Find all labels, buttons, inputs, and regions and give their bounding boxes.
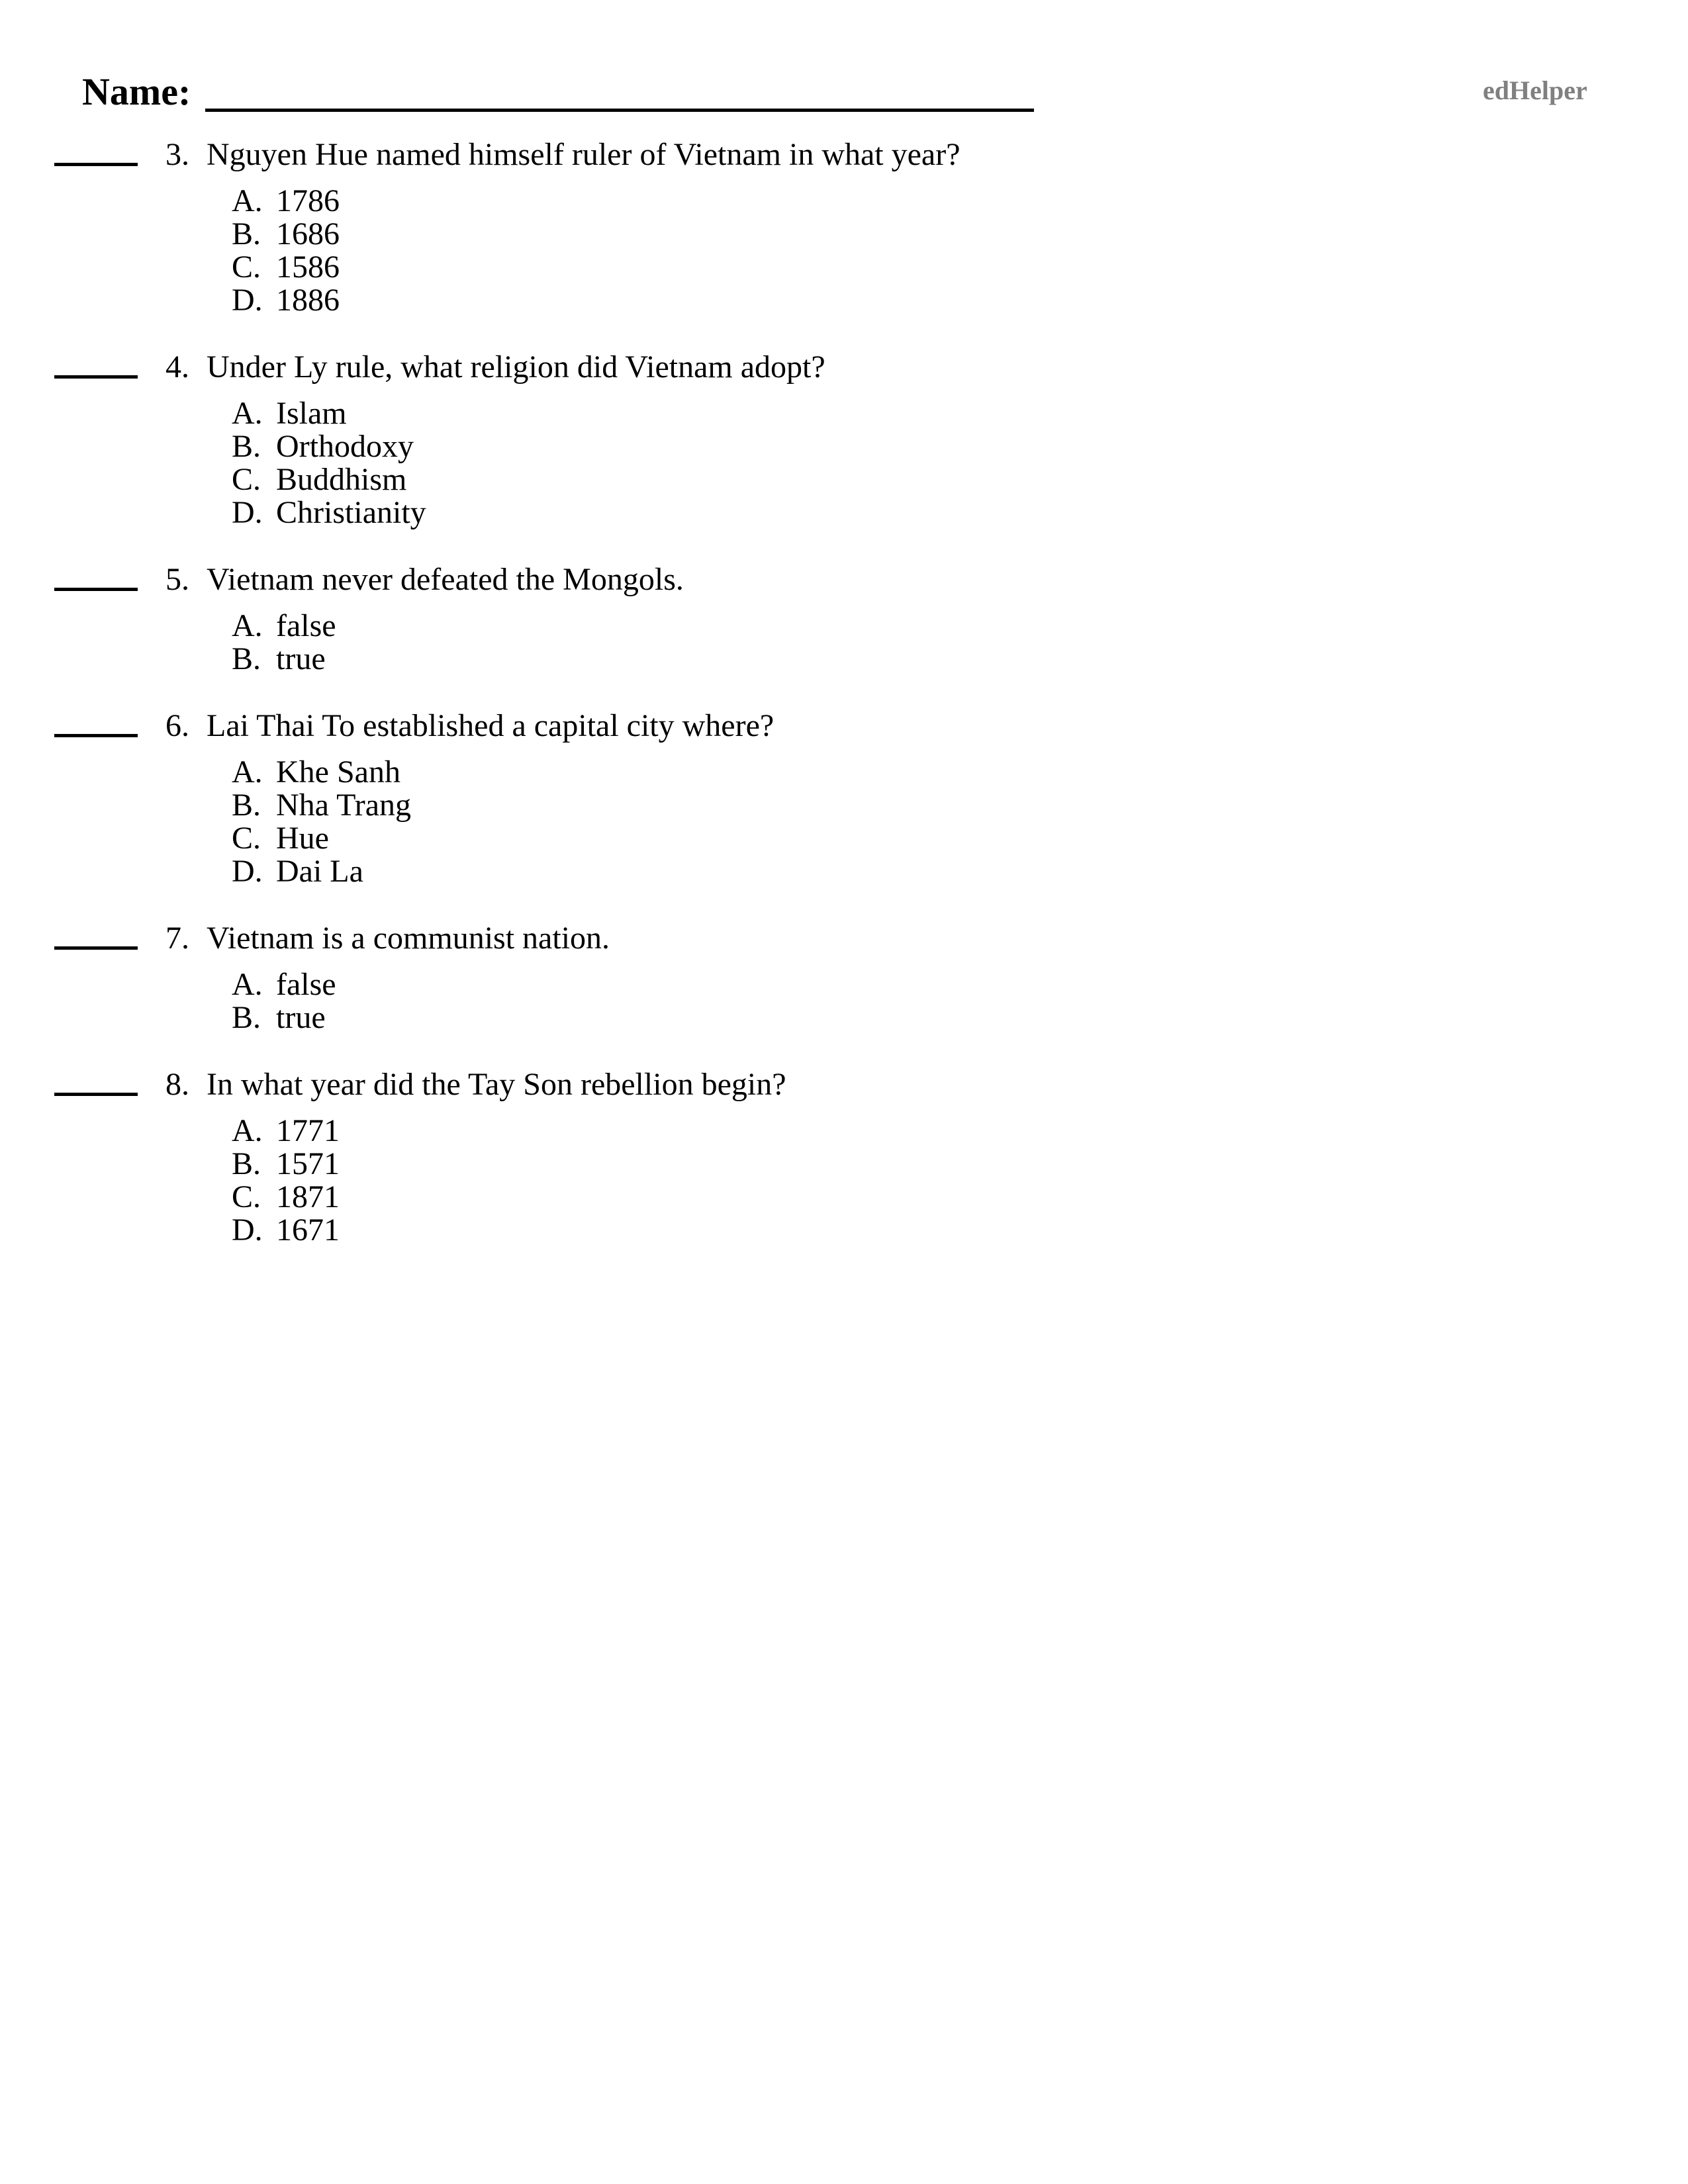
option-text: 1686 [276,216,340,251]
answer-blank[interactable] [54,375,138,379]
option-text: 1586 [276,250,340,285]
answer-blank[interactable] [54,163,138,166]
option-a[interactable] [0,1115,662,1148]
name-field-line[interactable] [205,109,1034,112]
option-text: false [276,967,336,1002]
option-letter: B. [232,429,261,464]
option-b[interactable] [0,643,662,676]
option-b[interactable] [0,431,662,464]
option-text: 1571 [276,1146,340,1181]
option-a[interactable] [0,185,662,218]
question-text: Lai Thai To established a capital city where? [207,708,774,743]
option-a[interactable] [0,969,662,1002]
option-text: Hue [276,821,329,856]
option-letter: A. [232,608,263,643]
option-text: false [276,608,336,643]
option-c[interactable] [0,251,662,285]
option-letter: A. [232,183,263,218]
question-text: Nguyen Hue named himself ruler of Vietnam in what year? [207,137,961,172]
option-text: Dai La [276,854,363,889]
question-number: 3. [165,137,189,172]
option-c[interactable] [0,1181,662,1214]
option-text: Buddhism [276,462,407,497]
option-letter: D. [232,495,263,530]
question-number: 4. [165,349,189,385]
option-text: 1771 [276,1113,340,1148]
option-text: Orthodoxy [276,429,414,464]
option-text: 1671 [276,1212,340,1248]
option-letter: B. [232,1000,261,1035]
option-text: Christianity [276,495,426,530]
option-letter: B. [232,788,261,823]
question-number: 6. [165,708,189,743]
option-letter: C. [232,1179,261,1214]
option-d[interactable] [0,1214,662,1248]
option-letter: D. [232,283,263,318]
answer-blank[interactable] [54,588,138,591]
option-letter: A. [232,396,263,431]
question-8 [0,1069,1688,1254]
option-letter: D. [232,1212,263,1248]
answer-blank[interactable] [54,734,138,737]
option-d[interactable] [0,497,662,530]
option-letter: D. [232,854,263,889]
question-number: 7. [165,921,189,956]
question-4 [0,351,1688,537]
option-letter: B. [232,1146,261,1181]
question-5 [0,564,1688,683]
option-letter: B. [232,216,261,251]
option-d[interactable] [0,285,662,318]
question-3 [0,139,1688,324]
question-7 [0,923,1688,1042]
option-b[interactable] [0,1148,662,1181]
option-a[interactable] [0,756,662,790]
option-text: 1786 [276,183,340,218]
option-text: true [276,1000,326,1035]
option-letter: C. [232,462,261,497]
option-b[interactable] [0,218,662,251]
answer-blank[interactable] [54,946,138,950]
question-text: Vietnam never defeated the Mongols. [207,562,684,597]
question-number: 5. [165,562,189,597]
question-text: Under Ly rule, what religion did Vietnam adopt? [207,349,825,385]
brand-logo-text: edHelper [1483,75,1587,105]
name-label: Name: [82,70,191,113]
option-letter: C. [232,821,261,856]
option-c[interactable] [0,823,662,856]
option-b[interactable] [0,790,662,823]
option-b[interactable] [0,1002,662,1035]
option-a[interactable] [0,610,662,643]
option-letter: A. [232,1113,263,1148]
option-a[interactable] [0,398,662,431]
option-d[interactable] [0,856,662,889]
option-letter: A. [232,754,263,790]
question-number: 8. [165,1067,189,1102]
option-letter: A. [232,967,263,1002]
option-text: Khe Sanh [276,754,400,790]
question-text: Vietnam is a communist nation. [207,921,610,956]
option-letter: B. [232,641,261,676]
option-text: Nha Trang [276,788,412,823]
question-6 [0,710,1688,895]
option-letter: C. [232,250,261,285]
option-text: 1871 [276,1179,340,1214]
option-text: 1886 [276,283,340,318]
answer-blank[interactable] [54,1093,138,1096]
option-c[interactable] [0,464,662,497]
option-text: true [276,641,326,676]
option-text: Islam [276,396,347,431]
question-text: In what year did the Tay Son rebellion begin? [207,1067,786,1102]
